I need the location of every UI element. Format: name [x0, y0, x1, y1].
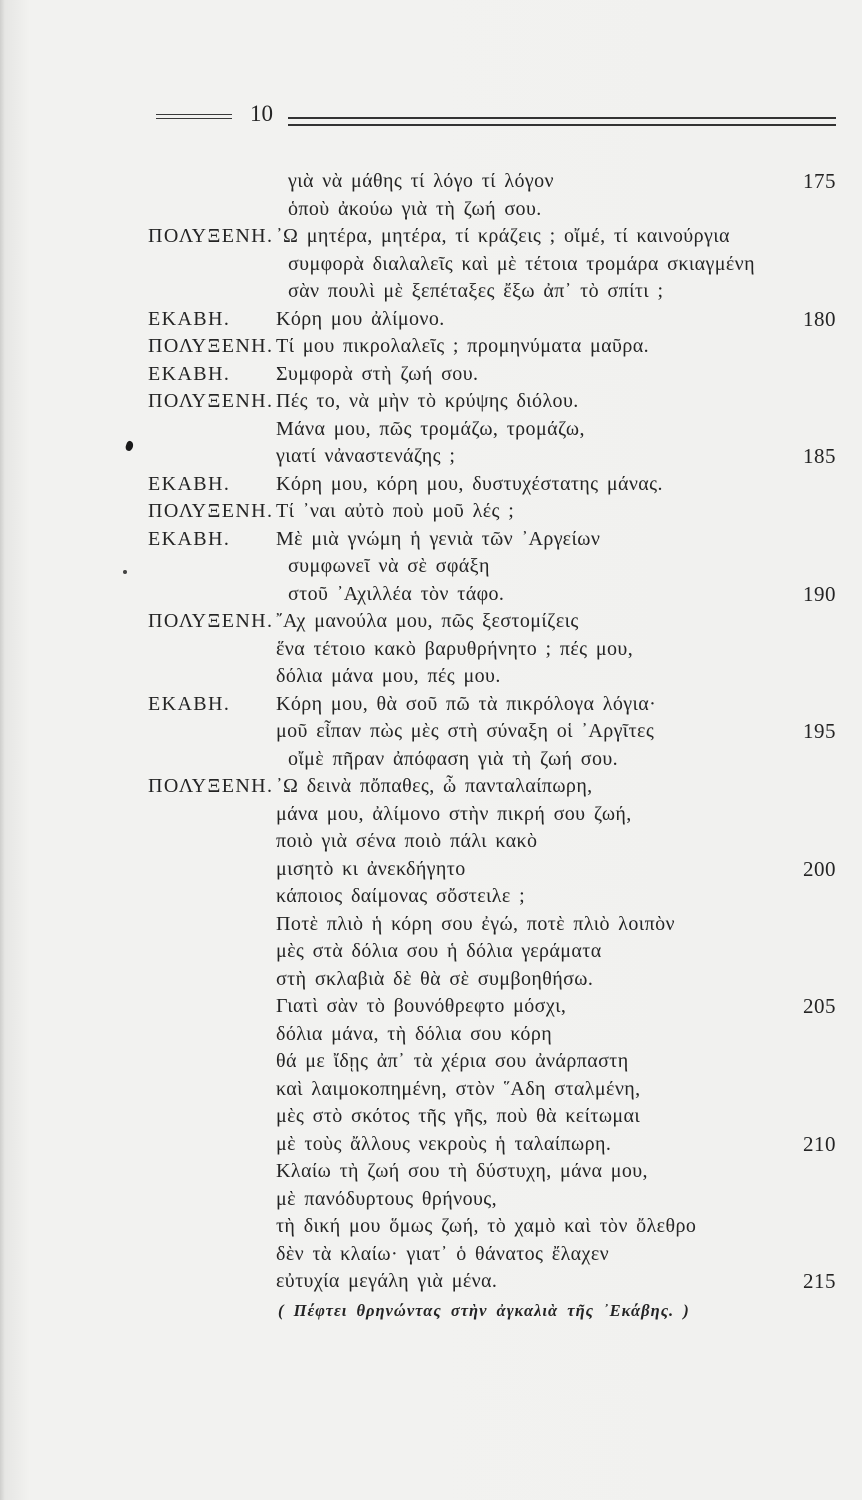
verse-line [0, 1131, 862, 1159]
verse-text: μισητὸ κι ἀνεκδήγητο [276, 857, 466, 880]
verse-text: στοῦ ᾿Αχιλλέα τὸν τάφο. [288, 582, 505, 605]
verse-line [0, 938, 862, 966]
verse-text: σὰν πουλὶ μὲ ξεπέταξες ἔξω ἀπ᾽ τὸ σπίτι ; [288, 280, 664, 302]
verse-line [0, 1076, 862, 1104]
verse-text: δόλια μάνα, τὴ δόλια σου κόρη [276, 1022, 553, 1045]
verse-text: δὲν τὰ κλαίω· γιατ᾽ ὁ θάνατος ἔλαχεν [276, 1242, 610, 1265]
line-number: 205 [803, 994, 836, 1018]
verse-text: θά με ἴδῃς ἀπ᾽ τὰ χέρια σου ἀνάρπαστη [276, 1050, 629, 1072]
verse-text: Συμφορὰ στὴ ζωή σου. [276, 362, 479, 385]
verse-line [0, 306, 862, 334]
speaker-name: ΕΚΑΒΗ. [148, 692, 231, 715]
verse-text: συμφορὰ διαλαλεῖς καὶ μὲ τέτοια τρομάρα σκιαγμένη [288, 252, 755, 275]
verse-line [0, 746, 862, 774]
verse-line [0, 333, 862, 361]
verse-line [0, 388, 862, 416]
verse-text: μὲ πανόδυρτους θρήνους, [276, 1187, 497, 1210]
verse-line [0, 1048, 862, 1076]
verse-text: γιὰ νὰ μάθης τί λόγο τί λόγον [288, 170, 554, 192]
header-rule-right [288, 117, 836, 126]
header-rule-left [156, 114, 232, 119]
speaker-name: ΕΚΑΒΗ. [148, 472, 231, 495]
verse-text: Πές το, νὰ μὴν τὸ κρύψης διόλου. [276, 390, 579, 412]
verse-text: καὶ λαιμοκοπημένη, στὸν ῞Αδη σταλμένη, [276, 1077, 641, 1100]
verse-line [0, 608, 862, 636]
verse-line [0, 773, 862, 801]
verse-line [0, 251, 862, 279]
verse-text: Γιατὶ σὰν τὸ βουνόθρεφτο μόσχι, [276, 995, 567, 1017]
speaker-name: ΠΟΛΥΞΕΝΗ. [148, 775, 274, 797]
verse-line [0, 223, 862, 251]
verse-text: μοῦ εἶπαν πὼς μὲς στὴ σύναξη οἱ ᾿Αργῖτες [276, 720, 655, 742]
verse-text: οἴμὲ πῆραν ἀπόφαση γιὰ τὴ ζωή σου. [288, 747, 619, 770]
verse-text: κάποιος δαίμονας σὄστειλε ; [276, 885, 526, 907]
verse-line [0, 856, 862, 884]
verse-text: Κόρη μου ἀλίμονο. [276, 307, 445, 330]
verse-line [0, 1213, 862, 1241]
verse-line [0, 993, 862, 1021]
line-number: 180 [803, 306, 836, 331]
verse-line [0, 883, 862, 911]
verse-line [0, 801, 862, 829]
verse-line [0, 443, 862, 471]
speaker-name: ΠΟΛΥΞΕΝΗ. [148, 610, 274, 632]
line-number: 185 [803, 444, 836, 468]
verse-text: Κλαίω τὴ ζωή σου τὴ δύστυχη, μάνα μου, [276, 1160, 648, 1182]
verse-text: στὴ σκλαβιὰ δὲ θὰ σὲ συμβοηθήσω. [276, 967, 594, 990]
verse-line [0, 911, 862, 939]
verse-text: Τί μου πικρολαλεῖς ; προμηνύματα μαῦρα. [276, 335, 649, 357]
verse-line [0, 196, 862, 224]
verse-line [0, 1241, 862, 1269]
verse-block [0, 168, 862, 1324]
verse-text: ποιὸ γιὰ σένα ποιὸ πάλι κακὸ [276, 830, 538, 852]
line-number: 210 [803, 1131, 836, 1156]
verse-text: ῎Αχ μανούλα μου, πῶς ξεστομίζεις [276, 610, 579, 632]
verse-text: Μὲ μιὰ γνώμη ἡ γενιὰ τῶν ᾿Αργείων [276, 527, 601, 550]
verse-line [0, 581, 862, 609]
line-number: 175 [803, 169, 836, 193]
verse-line [0, 663, 862, 691]
speaker-name: ΕΚΑΒΗ. [148, 362, 231, 385]
verse-line [0, 718, 862, 746]
verse-text: Κόρη μου, κόρη μου, δυστυχέστατης μάνας. [276, 472, 663, 495]
verse-line [0, 1158, 862, 1186]
speaker-name: ΕΚΑΒΗ. [148, 527, 231, 550]
verse-line [0, 553, 862, 581]
verse-line [0, 361, 862, 389]
stage-direction-line [0, 1297, 862, 1325]
verse-text: μὲς στὰ δόλια σου ἡ δόλια γεράματα [276, 940, 602, 962]
speaker-name: ΠΟΛΥΞΕΝΗ. [148, 390, 274, 412]
verse-line [0, 691, 862, 719]
verse-line [0, 1021, 862, 1049]
speaker-name: ΠΟΛΥΞΕΝΗ. [148, 335, 274, 357]
verse-text: Μάνα μου, πῶς τρομάζω, τρομάζω, [276, 417, 585, 440]
verse-line [0, 471, 862, 499]
verse-text: ᾽Ω δεινὰ πὄπαθες, ὦ πανταλαίπωρη, [276, 775, 593, 797]
verse-text: μὲ τοὺς ἄλλους νεκροὺς ἡ ταλαίπωρη. [276, 1132, 612, 1155]
line-number: 200 [803, 856, 836, 881]
verse-line [0, 498, 862, 526]
line-number: 215 [803, 1269, 836, 1293]
verse-line [0, 636, 862, 664]
verse-line [0, 168, 862, 196]
verse-text: Τί ᾽ναι αὐτὸ ποὺ μοῦ λές ; [276, 500, 515, 522]
verse-text: μάνα μου, ἀλίμονο στὴν πικρή σου ζωή, [276, 802, 632, 825]
verse-line [0, 526, 862, 554]
page-number: 10 [250, 101, 273, 126]
verse-line [0, 1103, 862, 1131]
verse-line [0, 966, 862, 994]
verse-line [0, 416, 862, 444]
verse-text: Ποτὲ πλιὸ ἡ κόρη σου ἐγώ, ποτὲ πλιὸ λοιπὸν [276, 912, 675, 935]
verse-text: εὐτυχία μεγάλη γιὰ μένα. [276, 1270, 498, 1292]
verse-text: Κόρη μου, θὰ σοῦ πῶ τὰ πικρόλογα λόγια· [276, 692, 657, 715]
verse-text: μὲς στὸ σκότος τῆς γῆς, ποὺ θὰ κείτωμαι [276, 1105, 641, 1127]
verse-text: δόλια μάνα μου, πές μου. [276, 665, 501, 687]
verse-line [0, 278, 862, 306]
speaker-name: ΠΟΛΥΞΕΝΗ. [148, 500, 274, 522]
verse-text: ᾽Ω μητέρα, μητέρα, τί κράζεις ; οἴμέ, τί καινούργια [276, 225, 730, 247]
speaker-name: ΕΚΑΒΗ. [148, 307, 231, 330]
verse-text: γιατί νἀναστενάζης ; [276, 445, 456, 467]
verse-text: ἕνα τέτοιο κακὸ βαρυθρήνητο ; πές μου, [276, 637, 634, 660]
line-number: 195 [803, 719, 836, 743]
verse-text: ὁποὺ ἀκούω γιὰ τὴ ζωή σου. [288, 197, 542, 220]
line-number: 190 [803, 581, 836, 606]
verse-line [0, 828, 862, 856]
verse-text: συμφωνεῖ νὰ σὲ σφάξη [288, 555, 490, 577]
verse-line [0, 1186, 862, 1214]
verse-line [0, 1268, 862, 1296]
speaker-name: ΠΟΛΥΞΕΝΗ. [148, 225, 274, 247]
verse-text: τὴ δική μου ὅμως ζωή, τὸ χαμὸ καὶ τὸν ὄλεθρο [276, 1215, 697, 1237]
stage-direction: ( Πέφτει θρηνώντας στὴν ἀγκαλιὰ τῆς ᾿Εκάβης. ) [278, 1300, 690, 1320]
